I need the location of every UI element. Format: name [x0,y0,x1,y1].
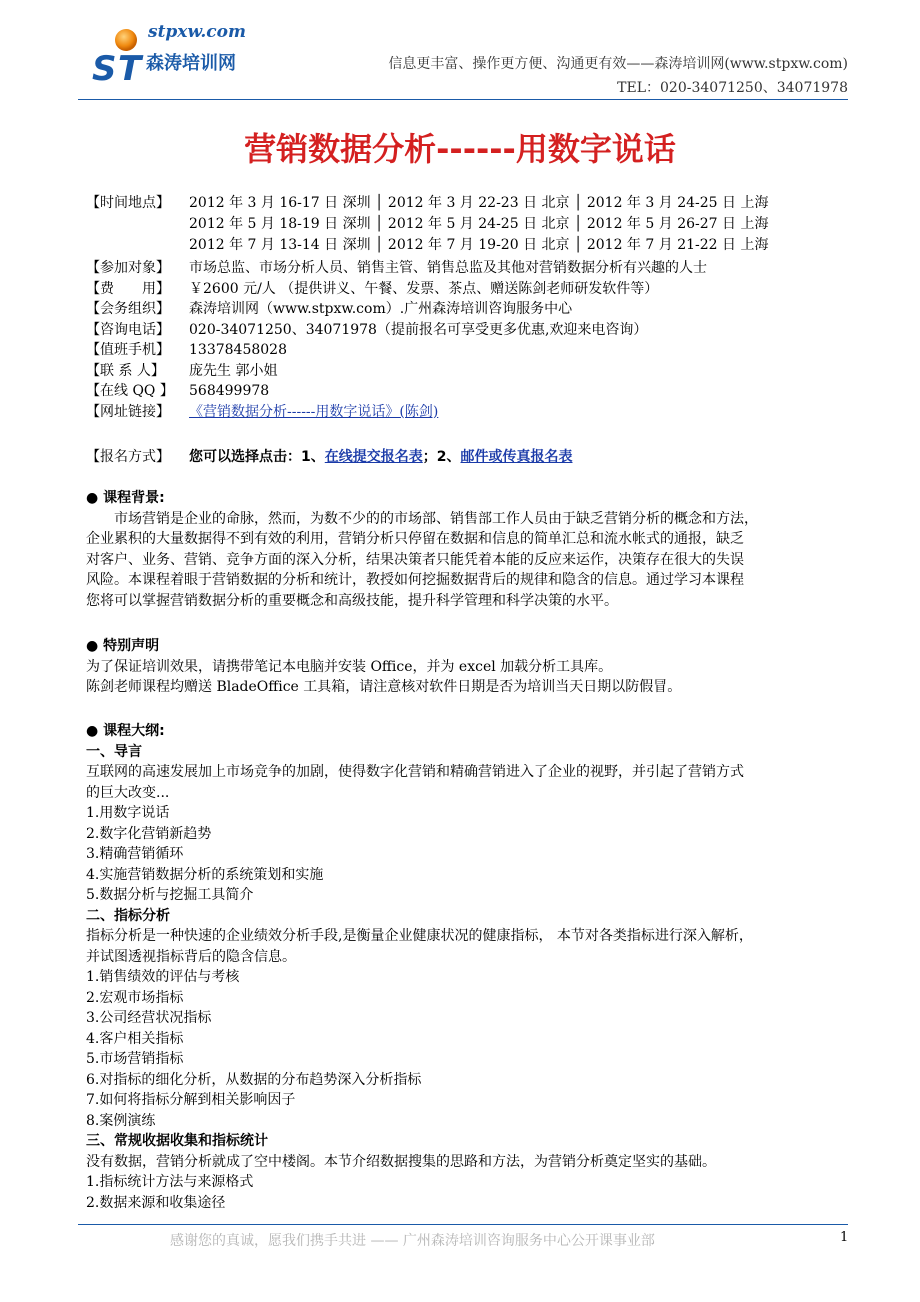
paragraph-line: 市场营销是企业的命脉，然而，为数不少的的市场部、销售部工作人员由于缺乏营销分析的概念和方法， [114,510,758,527]
outline-item: 2.数字化营销新趋势 [86,825,212,842]
background-section [86,488,866,611]
signup-prefix: 您可以选择点击：1、 [189,449,325,465]
section-intro-line: 没有数据，营销分析就成了空中楼阁。本节介绍数据搜集的思路和方法，为营销分析奠定坚实的基础。 [86,1153,716,1170]
outline-item: 1.销售绩效的评估与考核 [86,969,240,985]
paragraph-line: 对客户、业务、营销、竞争方面的深入分析，结果决策者只能凭着本能的反应来运作，决策存在很大的失误 [86,551,744,568]
email-fax-signup-link[interactable]: 邮件或传真报名表 [460,449,573,465]
logo-url: stpxw.com [148,22,246,42]
notice-section [86,636,866,698]
info-row [86,258,866,279]
footer-text: 感谢您的真诚，愿我们携手共进 —— 广州森涛培训咨询服务中心公开课事业部 [170,1233,655,1249]
outline-item: 2.数据来源和收集途径 [86,1194,226,1211]
schedule-line: 2012 年 7 月 13-14 日 深圳 │ 2012 年 7 月 19-20 日 北京 │ 2012 年 7 月 21-22 日 上海 [189,237,769,253]
info-block [86,258,866,422]
svg-text:S: S [92,49,117,84]
outline-item: 2.宏观市场指标 [86,989,184,1006]
outline-item: 3.公司经营状况指标 [86,1010,212,1026]
info-row [86,340,866,361]
logo-mark [90,22,150,84]
info-label: 【咨询电话】 [86,321,170,338]
info-value: 568499978 [189,383,270,399]
outline-item: 8.案例演练 [86,1112,156,1129]
outline-item: 4.实施营销数据分析的系统策划和实施 [86,866,324,883]
info-row [86,279,866,300]
info-value: 森涛培训网（www.stpxw.com）.广州森涛培训咨询服务中心 [189,301,573,317]
info-row-weblink [86,402,866,423]
outline-heading: ● 课程大纲: [86,723,165,739]
logo-name: 森涛培训网 [146,53,236,74]
background-heading: ● 课程背景: [86,490,165,506]
info-label: 【值班手机】 [86,342,170,358]
schedule-line: 2012 年 5 月 18-19 日 深圳 │ 2012 年 5 月 24-25 日 北京 │ 2012 年 5 月 26-27 日 上海 [189,216,769,232]
info-label: 【费 用】 [86,280,170,297]
page-footer [0,1230,920,1260]
signup-options [189,447,573,468]
outline-item: 7.如何将指标分解到相关影响因子 [86,1092,296,1108]
header-contact [388,52,848,100]
outline-item: 6.对指标的细化分析，从数据的分布趋势深入分析指标 [86,1071,422,1088]
info-value: 市场总监、市场分析人员、销售主管、销售总监及其他对营销数据分析有兴趣的人士 [189,260,707,276]
outline-item: 3.精确营销循环 [86,846,184,862]
header-slogan: 信息更丰富、操作更方便、沟通更有效——森涛培训网(www.stpxw.com) [388,56,848,72]
section-title: 三、常规收据收集和指标统计 [86,1133,268,1149]
section-intro-line: 指标分析是一种快速的企业绩效分析手段,是衡量企业健康状况的健康指标， 本节对各类指标进行深入解析， [86,928,753,944]
header-tel: TEL：020-34071250、34071978 [617,80,848,96]
signup-row [86,447,866,468]
info-value: 庞先生 郭小姐 [189,362,278,379]
section-intro-line: 互联网的高速发展加上市场竞争的加剧，使得数字化营销和精确营销进入了企业的视野，并引起了营销方式 [86,764,744,780]
info-label: 【在线 QQ 】 [86,383,174,399]
signup-separator: ；2、 [422,449,461,465]
section-intro-line: 的巨大改变... [86,784,170,801]
course-link[interactable]: 《营销数据分析------用数字说话》(陈剑) [189,403,439,420]
outline-item: 1.指标统计方法与来源格式 [86,1174,254,1190]
info-row [86,320,866,341]
notice-line: 为了保证培训效果，请携带笔记本电脑并安装 Office，并为 excel 加载分析工具库。 [86,658,613,675]
paragraph-line: 企业累积的大量数据得不到有效的利用，营销分析只停留在数据和信息的简单汇总和流水帐式的通报，缺乏 [86,531,744,547]
outline-item: 5.市场营销指标 [86,1051,184,1067]
svg-text:T: T [118,49,142,84]
online-signup-link[interactable]: 在线提交报名表 [324,449,423,465]
schedule-label: 【时间地点】 [86,195,170,211]
paragraph-line: 风险。本课程着眼于营销数据的分析和统计，教授如何挖掘数据背后的规律和隐含的信息。通过学习本课程 [86,572,744,588]
footer-rule [78,1224,848,1225]
info-row [86,361,866,382]
weblink-label: 【网址链接】 [86,403,170,420]
notice-heading: ● 特别声明 [86,638,160,654]
section-title: 一、导言 [86,743,142,760]
section-title: 二、指标分析 [86,907,170,924]
outline-item: 5.数据分析与挖掘工具简介 [86,887,254,903]
page-header [0,0,920,100]
page-number: 1 [840,1230,849,1245]
outline-section [86,721,866,1213]
outline-item: 4.客户相关指标 [86,1030,184,1047]
info-label: 【会务组织】 [86,301,170,317]
schedule-line: 2012 年 3 月 16-17 日 深圳 │ 2012 年 3 月 22-23 日 北京 │ 2012 年 3 月 24-25 日 上海 [189,195,769,211]
info-label: 【联 系 人】 [86,362,165,379]
info-row [86,299,866,320]
section-intro-line: 并试图透视指标背后的隐含信息。 [86,948,296,965]
signup-label: 【报名方式】 [86,449,170,465]
signup-block [86,447,866,468]
outline-item: 1.用数字说话 [86,805,170,821]
page-title: 营销数据分析------用数字说话 [244,130,676,168]
info-value: 020-34071250、34071978（提前报名可享受更多优惠,欢迎来电咨询） [189,321,648,338]
info-row [86,381,866,402]
schedule-lines [189,193,768,256]
schedule-block [86,193,866,256]
info-value: ￥2600 元/人 （提供讲义、午餐、发票、茶点、赠送陈剑老师研发软件等） [189,280,659,297]
info-value: 13378458028 [189,342,287,358]
notice-line: 陈剑老师课程均赠送 BladeOffice 工具箱，请注意核对软件日期是否为培训当天日期以防假冒。 [86,679,682,695]
info-label: 【参加对象】 [86,260,170,276]
header-rule [78,99,848,100]
logo [90,22,250,84]
paragraph-line: 您将可以掌握营销数据分析的重要概念和高级技能，提升科学管理和科学决策的水平。 [86,592,618,609]
